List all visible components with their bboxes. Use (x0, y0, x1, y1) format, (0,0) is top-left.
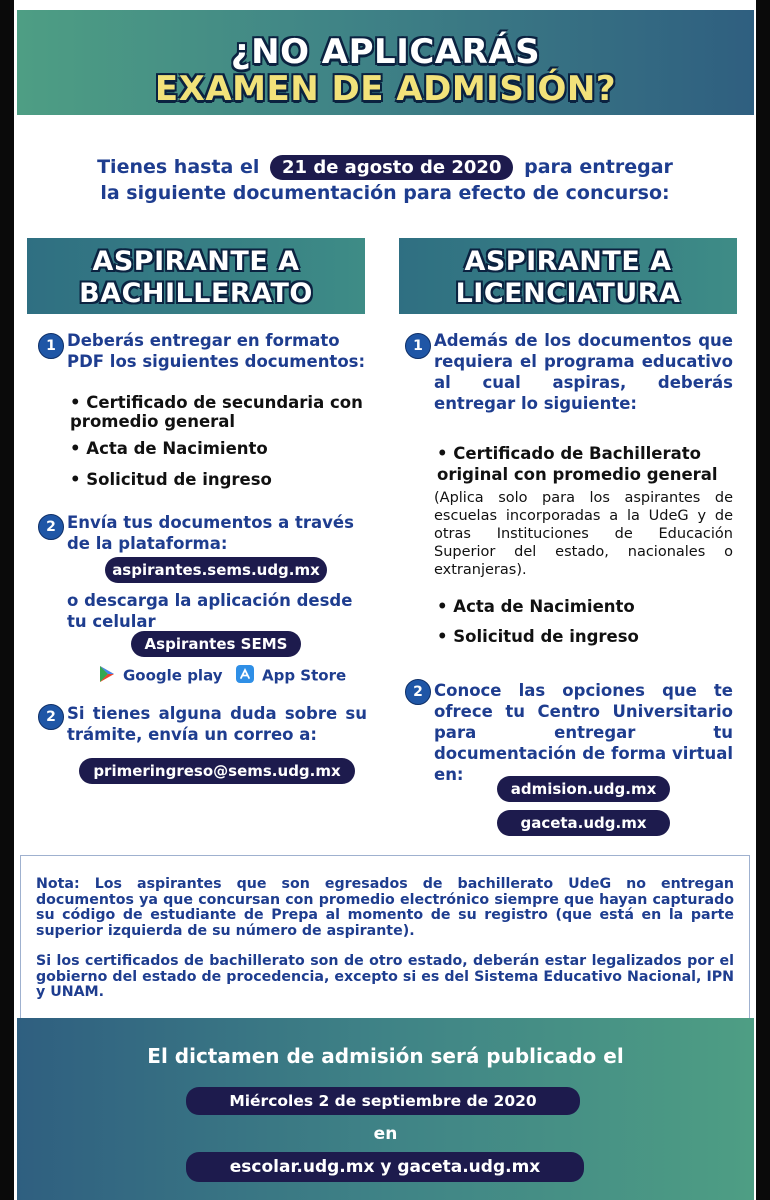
doc-label: Acta de Nacimiento (86, 439, 268, 458)
bachillerato-heading (27, 238, 365, 314)
app-store-link[interactable] (236, 665, 346, 687)
step-number-badge: 1 (405, 333, 431, 359)
doc-label: Solicitud de ingreso (86, 470, 272, 489)
note-label: Nota: (36, 876, 80, 892)
licenciatura-step2-text: Conoce las opciones que te ofrece tu Centro Universitario para entregar tu documentación de forma virtual en: (434, 681, 733, 784)
licenciatura-heading-line1: ASPIRANTE A (464, 246, 672, 277)
doc-label: Acta de Nacimiento (453, 597, 635, 616)
bachillerato-doc-item: • Certificado de secundaria con promedio general (70, 393, 363, 431)
header-title-line2: EXAMEN DE ADMISIÓN? (154, 69, 617, 109)
intro-pre: Tienes hasta el (97, 156, 260, 178)
app-store-icon (236, 665, 254, 687)
footer-banner (17, 1018, 754, 1200)
note-paragraph-1 (36, 877, 734, 939)
licenciatura-step1-text: Además de los documentos que requiera el programa educativo al cual aspiras, deberás entregar lo siguiente: (434, 331, 733, 413)
intro-line1 (20, 155, 750, 180)
licenciatura-heading (399, 238, 737, 314)
note-para1-text: Los aspirantes que son egresados de bachillerato UdeG no entregan documentos ya que concursan con promedio electrónico siempre que hayan capturado su código de estudiante de Prepa al momento de su registro (que está en la parte superior izquierda de su número de aspirante). (36, 876, 734, 939)
bachillerato-heading-line2: BACHILLERATO (79, 278, 313, 309)
doc-label: Solicitud de ingreso (453, 627, 639, 646)
footer-date-pill: Miércoles 2 de septiembre de 2020 (186, 1087, 580, 1115)
google-play-icon (99, 665, 115, 687)
platform-url-link[interactable]: aspirantes.sems.udg.mx (105, 557, 327, 583)
intro-post: para entregar (524, 156, 673, 178)
header-banner (17, 10, 754, 115)
admision-url-link[interactable]: admision.udg.mx (497, 776, 670, 802)
step-number-badge: 2 (38, 704, 64, 730)
licenciatura-doc-item: • Acta de Nacimiento (437, 597, 635, 616)
footer-connector: en (373, 1124, 398, 1144)
bachillerato-doc-item: • Acta de Nacimiento (70, 439, 268, 458)
licenciatura-doc-item: • Solicitud de ingreso (437, 627, 639, 646)
step-number-badge: 2 (38, 514, 64, 540)
note-paragraph-2: Si los certificados de bachillerato son de otro estado, deberán estar legalizados por el gobierno del estado de procedencia, excepto si es del Sistema Educativo Nacional, IPN y UNAM. (36, 953, 734, 1000)
licenciatura-heading-line2: LICENCIATURA (455, 278, 681, 309)
bachillerato-heading-line1: ASPIRANTE A (92, 246, 300, 277)
bachillerato-app-text: o descarga la aplicación desde tu celular (67, 591, 353, 631)
intro-line2: la siguiente documentación para efecto de concurso: (100, 182, 670, 204)
bachillerato-step3-text: Si tienes alguna duda sobre su trámite, envía un correo a: (67, 704, 367, 744)
footer-title: El dictamen de admisión será publicado el (147, 1044, 624, 1068)
licenciatura-doc1-note: (Aplica solo para los aspirantes de escuelas incorporadas a la UdeG y de otras Instituciones de Educación Superior del estado, nacionales o extranjeras). (434, 490, 733, 578)
licenciatura-doc-item: • Certificado de Bachillerato original con promedio general (437, 444, 718, 484)
gaceta-url-link[interactable]: gaceta.udg.mx (497, 810, 670, 836)
left-border (0, 0, 14, 1200)
doc-label: Certificado de Bachillerato original con promedio general (437, 444, 718, 484)
deadline-date-pill: 21 de agosto de 2020 (270, 155, 513, 180)
right-border (756, 0, 770, 1200)
doc-label: Certificado de secundaria con promedio general (70, 393, 363, 431)
app-name-badge[interactable]: Aspirantes SEMS (131, 631, 301, 657)
email-link[interactable]: primeringreso@sems.udg.mx (79, 758, 355, 784)
app-store-label: App Store (262, 666, 347, 685)
header-title-line1: ¿NO APLICARÁS (230, 32, 541, 72)
step-number-badge: 1 (38, 333, 64, 359)
footer-sites-pill[interactable]: escolar.udg.mx y gaceta.udg.mx (186, 1152, 584, 1182)
step-number-badge: 2 (405, 679, 431, 705)
bachillerato-doc-item: • Solicitud de ingreso (70, 470, 272, 489)
bachillerato-step2-text: Envía tus documentos a través de la plataforma: (67, 513, 354, 553)
google-play-link[interactable] (99, 665, 223, 687)
bachillerato-step1-text: Deberás entregar en formato PDF los siguientes documentos: (67, 331, 366, 371)
google-play-label: Google play (123, 666, 223, 685)
